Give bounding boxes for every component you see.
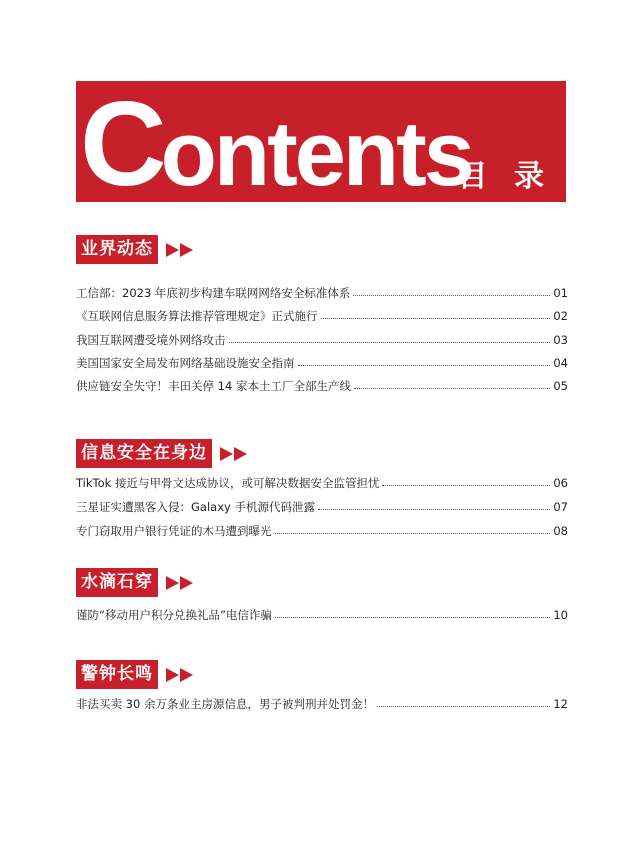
double-arrow-icon bbox=[166, 668, 194, 682]
toc-entry[interactable] bbox=[76, 498, 568, 516]
section-label: 信息安全在身边 bbox=[76, 439, 212, 468]
double-arrow-icon bbox=[166, 576, 194, 590]
toc-entry-page: 08 bbox=[553, 524, 568, 538]
toc-entry[interactable] bbox=[76, 606, 568, 624]
double-arrow-icon bbox=[166, 243, 194, 257]
dot-leader bbox=[229, 341, 551, 343]
toc-entry-page: 06 bbox=[553, 476, 568, 490]
toc-entry-title: 工信部：2023 年底初步构建车联网网络安全标准体系 bbox=[76, 286, 351, 300]
dot-leader bbox=[318, 508, 550, 510]
contents-title-rest: ontents bbox=[160, 103, 472, 202]
toc-entry-page: 03 bbox=[553, 333, 568, 347]
dot-leader bbox=[353, 294, 550, 296]
toc-entry[interactable] bbox=[76, 695, 568, 713]
toc-entry-title: 谨防“移动用户积分兑换礼品”电信诈骗 bbox=[76, 608, 272, 622]
toc-entry-title: 美国国家安全局发布网络基础设施安全指南 bbox=[76, 356, 295, 370]
section-header-alarm-bell bbox=[76, 660, 194, 689]
toc-entry[interactable] bbox=[76, 354, 568, 372]
section-header-industry-news bbox=[76, 235, 194, 264]
toc-entry-title: 供应链安全失守！丰田关停 14 家本土工厂全部生产线 bbox=[76, 379, 351, 393]
contents-title-initial: C bbox=[80, 81, 161, 202]
toc-entry-title: 三星证实遭黑客入侵：Galaxy 手机源代码泄露 bbox=[76, 500, 315, 514]
toc-entry-page: 04 bbox=[553, 356, 568, 370]
toc-entry-page: 12 bbox=[553, 697, 568, 711]
section-label: 水滴石穿 bbox=[76, 568, 158, 597]
toc-entry-title: 非法买卖 30 余万条业主房源信息，男子被判刑并处罚金！ bbox=[76, 697, 374, 711]
contents-subtitle: 目 录 bbox=[457, 159, 552, 194]
toc-entry-page: 01 bbox=[553, 286, 568, 300]
dot-leader bbox=[275, 532, 551, 534]
contents-banner bbox=[76, 81, 566, 202]
section-label: 警钟长鸣 bbox=[76, 660, 158, 689]
toc-entry[interactable] bbox=[76, 331, 568, 349]
section-header-dripping-water bbox=[76, 568, 194, 597]
contents-title bbox=[80, 81, 472, 202]
toc-entry-page: 10 bbox=[553, 608, 568, 622]
dot-leader bbox=[382, 484, 550, 486]
dot-leader bbox=[321, 317, 551, 319]
toc-entry-page: 07 bbox=[553, 500, 568, 514]
toc-entry-title: 专门窃取用户银行凭证的木马遭到曝光 bbox=[76, 524, 272, 538]
toc-entry-page: 05 bbox=[553, 379, 568, 393]
toc-entry[interactable] bbox=[76, 522, 568, 540]
dot-leader bbox=[298, 364, 551, 366]
toc-entry-title: 《互联网信息服务算法推荐管理规定》正式施行 bbox=[76, 309, 318, 323]
toc-entry-title: TikTok 接近与甲骨文达成协议，或可解决数据安全监管担忧 bbox=[76, 476, 380, 490]
double-arrow-icon bbox=[220, 447, 248, 461]
section-header-security-around-you bbox=[76, 439, 248, 468]
toc-entry[interactable] bbox=[76, 284, 568, 302]
section-label: 业界动态 bbox=[76, 235, 158, 264]
toc-entry-page: 02 bbox=[553, 309, 568, 323]
dot-leader bbox=[377, 705, 550, 707]
toc-entry[interactable] bbox=[76, 307, 568, 325]
dot-leader bbox=[275, 616, 550, 618]
toc-entry-title: 我国互联网遭受境外网络攻击 bbox=[76, 333, 226, 347]
dot-leader bbox=[354, 387, 550, 389]
toc-entry[interactable] bbox=[76, 474, 568, 492]
toc-entry[interactable] bbox=[76, 377, 568, 395]
